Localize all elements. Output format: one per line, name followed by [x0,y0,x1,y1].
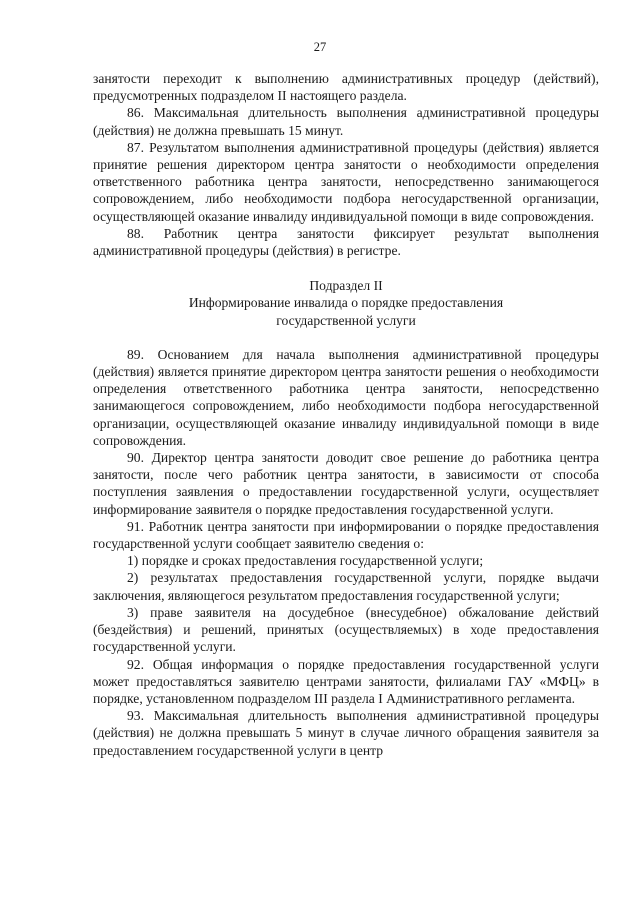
paragraph-89: 89. Основанием для начала выполнения административной процедуры (действия) является принятие директором центра занятости решения о необходимости определения ответственного работника центра занятости, непосредственно занимающегося сопровождением, либо необходимости подбора негосударственной организации, осуществляющей оказание инвалиду индивидуальной помощи в виде сопровождения. [93,346,599,448]
subsection-title-line-1: Информирование инвалида о порядке предоставления [188,295,504,311]
subsection-title-line-2: государственной услуги [276,312,416,328]
paragraph-93: 93. Максимальная длительность выполнения административной процедуры (действия) не должна превышать 5 минут в случае личного обращения заявителя за предоставлением государственной услуги в центр [93,708,599,758]
paragraph-continuation: занятости переходит к выполнению административных процедур (действий), предусмотренных подразделом II настоящего раздела. [93,71,599,104]
list-item-3: 3) праве заявителя на досудебное (внесудебное) обжалование действий (бездействия) и решений, принятых (осуществляемых) в ходе предоставления государственной услуги. [93,604,599,655]
page-number: 27 [313,40,327,54]
paragraph-90: 90. Директор центра занятости доводит свое решение до работника центра занятости, после чего работник центра занятости, в зависимости от способа поступления заявления о предоставлении государственной услуги, осуществляет информирование заявителя о порядке предоставления государственной услуги. [93,450,599,517]
paragraph-92: 92. Общая информация о порядке предоставления государственной услуги может предоставляться заявителю центрами занятости, филиалами ГАУ «МФЦ» в порядке, установленном подразделом III раздела I Административного регламента. [93,656,599,706]
subsection-heading [93,277,599,329]
list-item-2: 2) результатах предоставления государственной услуги, порядке выдачи заключения, являющегося результатом предоставления государственной услуги; [93,570,599,603]
paragraph-88: 88. Работник центра занятости фиксирует результат выполнения административной процедуры (действия) в регистре. [93,225,599,259]
paragraph-91: 91. Работник центра занятости при информировании о порядке предоставления государственной услуги сообщает заявителю сведения о: [93,518,599,552]
subsection-number: Подраздел II [309,278,383,294]
paragraph-87: 87. Результатом выполнения административной процедуры (действия) является принятие решения директором центра занятости о необходимости определения ответственного работника центра занятости, непосредственно занимающегося сопровождением, либо необходимости подбора негосударственной организации, осуществляющей оказание инвалиду индивидуальной помощи в виде сопровождения. [93,139,599,224]
document-body [93,70,599,759]
paragraph-86: 86. Максимальная длительность выполнения административной процедуры (действия) не должна превышать 15 минут. [93,105,599,138]
list-item-1: 1) порядке и сроках предоставления государственной услуги; [127,553,484,569]
